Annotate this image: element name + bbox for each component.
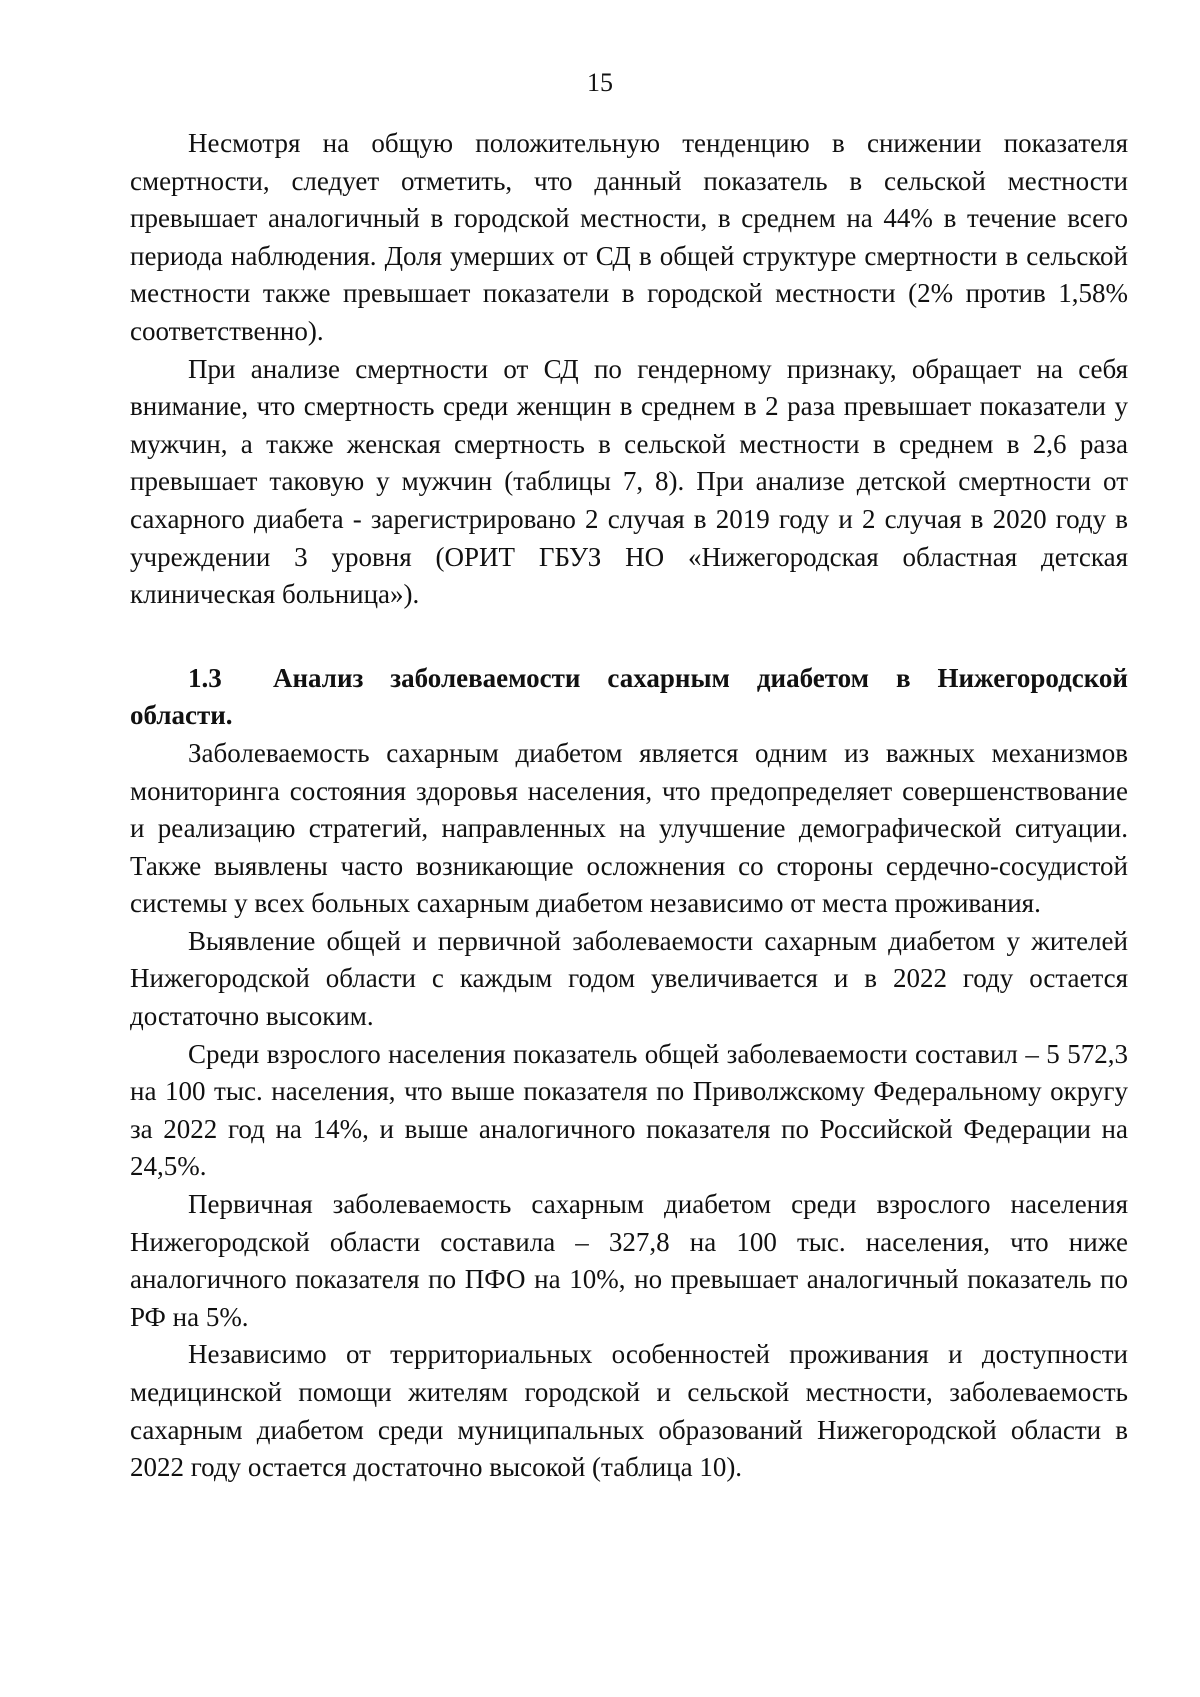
section-number: 1.3: [188, 662, 222, 693]
section-title: Анализ заболеваемости сахарным диабетом в Нижегородской области.: [130, 662, 1128, 731]
paragraph: Независимо от территориальных особенностей проживания и доступности медицинской помощи жителям городской и сельской местности, заболеваемость сахарным диабетом среди муниципальных образований Нижегородской области в 2022 году остается достаточно высокой (таблица 10).: [130, 1339, 1128, 1483]
paragraph: Несмотря на общую положительную тенденцию в снижении показателя смертности, следует отметить, что данный показатель в сельской местности превышает аналогичный в городской местности, в среднем на 44% в течение всего периода наблюдения. Доля умерших от СД в общей структуре смертности в сельской местности также превышает показатели в городской местности (2% против 1,58% соответственно).: [130, 128, 1128, 346]
document-body: [130, 125, 1128, 1487]
paragraph: При анализе смертности от СД по гендерному признаку, обращает на себя внимание, что смертность среди женщин в среднем в 2 раза превышает показатели у мужчин, а также женская смертность в сельской местности в среднем в 2,6 раза превышает таковую у мужчин (таблицы 7, 8). При анализе детской смертности от сахарного диабета - зарегистрировано 2 случая в 2019 году и 2 случая в 2020 году в учреждении 3 уровня (ОРИТ ГБУЗ НО «Нижегородская областная детская клиническая больница»).: [130, 353, 1128, 610]
section-heading: [130, 660, 1128, 735]
paragraph: Первичная заболеваемость сахарным диабетом среди взрослого населения Нижегородской области составила – 327,8 на 100 тыс. населения, что ниже аналогичного показателя по ПФО на 10%, но превышает аналогичный показатель по РФ на 5%.: [130, 1189, 1128, 1332]
paragraph: Выявление общей и первичной заболеваемости сахарным диабетом у жителей Нижегородской области с каждым годом увеличивается и в 2022 году остается достаточно высоким.: [130, 925, 1128, 1032]
page-number: 15: [587, 68, 613, 97]
paragraph: Заболеваемость сахарным диабетом является одним из важных механизмов мониторинга состояния здоровья населения, что предопределяет совершенствование и реализацию стратегий, направленных на улучшение демографической ситуации. Также выявлены часто возникающие осложнения со стороны сердечно-сосудистой системы у всех больных сахарным диабетом независимо от места проживания.: [130, 737, 1128, 919]
paragraph: Среди взрослого населения показатель общей заболеваемости составил – 5 572,3 на 100 тыс. населения, что выше показателя по Приволжскому Федеральному округу за 2022 год на 14%, и выше аналогичного показателя по Российской Федерации на 24,5%.: [130, 1038, 1128, 1182]
